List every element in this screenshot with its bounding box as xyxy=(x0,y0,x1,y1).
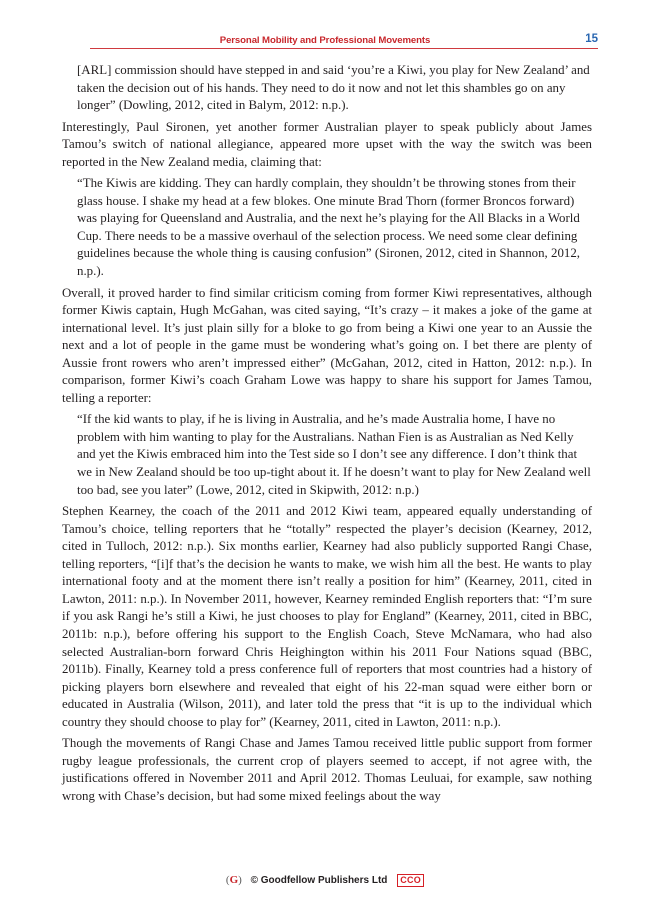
block-quote: “The Kiwis are kidding. They can hardly complain, they shouldn’t be throwing stones from their glass house. I shake my head at a few blokes. One minute Brad Thorn (former Broncos forward) was playing for Queensland and Australia, and the next he’s playing for the All Blacks in a World Cup. There needs to be a massive overhaul of the selection process. We need some clear defining guidelines because the whole thing is causing confusion” (Sironen, 2012, cited in Shannon, 2012, n.p.). xyxy=(77,176,580,279)
page-number: 15 xyxy=(585,33,598,45)
header-rule xyxy=(90,48,598,49)
page-header xyxy=(0,28,650,48)
body-paragraph: Stephen Kearney, the coach of the 2011 and 2012 Kiwi team, appeared equally understanding of Tamou’s choice, telling reporters that he “totally” respected the player’s decision (Kearney, 2012, cited in Tulloch, 2012: n.p.). Six months earlier, Kearney had also publicly supported Rangi Chase, telling reporters, “[i]f that’s the decision he wants to make, we wish him all the best. He wants to play international footy and at the moment there isn’t really a position for him” (Kearney, 2011, cited in Lawton, 2011: n.p.). In November 2011, however, Kearney reminded English reporters that: “I’m sure if you ask Rangi he’s still a Kiwi, he just chooses to play for England” (Kearney, 2011, cited in BBC, 2011b: n.p.), before offering his support to the English Coach, Steve McNamara, who had also selected Australian-born forward Chris Heighington within his 2011 Four Nations squad (BBC, 2011b). Finally, Kearney told a press conference full of reporters that most countries had a history of picking players born elsewhere and revealed that eight of his 22-man squad were either born or educated in Australia (Wilson, 2011), and later told the press that “it is up to the individual which country they should choose to play for” (Kearney, 2011, cited in Lawton, 2011: n.p.). xyxy=(62,504,592,729)
page-footer xyxy=(0,874,650,892)
page-body xyxy=(62,62,592,805)
cco-badge-icon: CCO xyxy=(397,874,424,887)
block-quote: [ARL] commission should have stepped in and said ‘you’re a Kiwi, you play for New Zealand’ and taken the decision out of his hands. They need to do it now and not let this shambles go on any longer” (Dowling, 2012, cited in Balym, 2012: n.p.). xyxy=(77,63,590,113)
block-quote: “If the kid wants to play, if he is living in Australia, and he’s made Australia home, I have no problem with him wanting to play for the Australians. Nathan Fien is as Australian as Ned Kelly and yet the Kiwis embraced him into the Test side so I don’t see any difference. I don’t think that we in New Zealand should be too up-tight about it. If he doesn’t want to play for New Zealand well too bad, see you later” (Lowe, 2012, cited in Skipwith, 2012: n.p.) xyxy=(77,412,591,497)
copyright-text: © Goodfellow Publishers Ltd xyxy=(250,875,388,887)
running-head: Personal Mobility and Professional Movements xyxy=(219,35,431,46)
body-paragraph: Though the movements of Rangi Chase and James Tamou received little public support from former rugby league professionals, the current crop of players seemed to accept, if not agree with, the justifications offered in November 2011 and April 2012. Thomas Leuluai, for example, saw nothing wrong with Chase’s decision, but had some mixed feelings about the way xyxy=(62,736,592,803)
publisher-logo-icon: (G) xyxy=(225,874,242,887)
body-paragraph: Overall, it proved harder to find similar criticism coming from former Kiwi representatives, although former Kiwis captain, Hugh McGahan, was cited saying, “It’s crazy – it makes a joke of the game at international level. It’s just plain silly for a bloke to go from being a Kiwi one year to an Aussie the next and a lot of people in the game must be wondering what’s going on. I bet there are plenty of Aussie front rowers who aren’t impressed either” (McGahan, 2012, cited in Hatton, 2012: n.p.). In comparison, former Kiwi’s coach Graham Lowe was happy to share his support for James Tamou, telling a reporter: xyxy=(62,285,592,405)
body-paragraph: Interestingly, Paul Sironen, yet another former Australian player to speak publicly about James Tamou’s switch of national allegiance, appeared more upset with the way the switch was been reported in the New Zealand media, claiming that: xyxy=(62,119,592,169)
